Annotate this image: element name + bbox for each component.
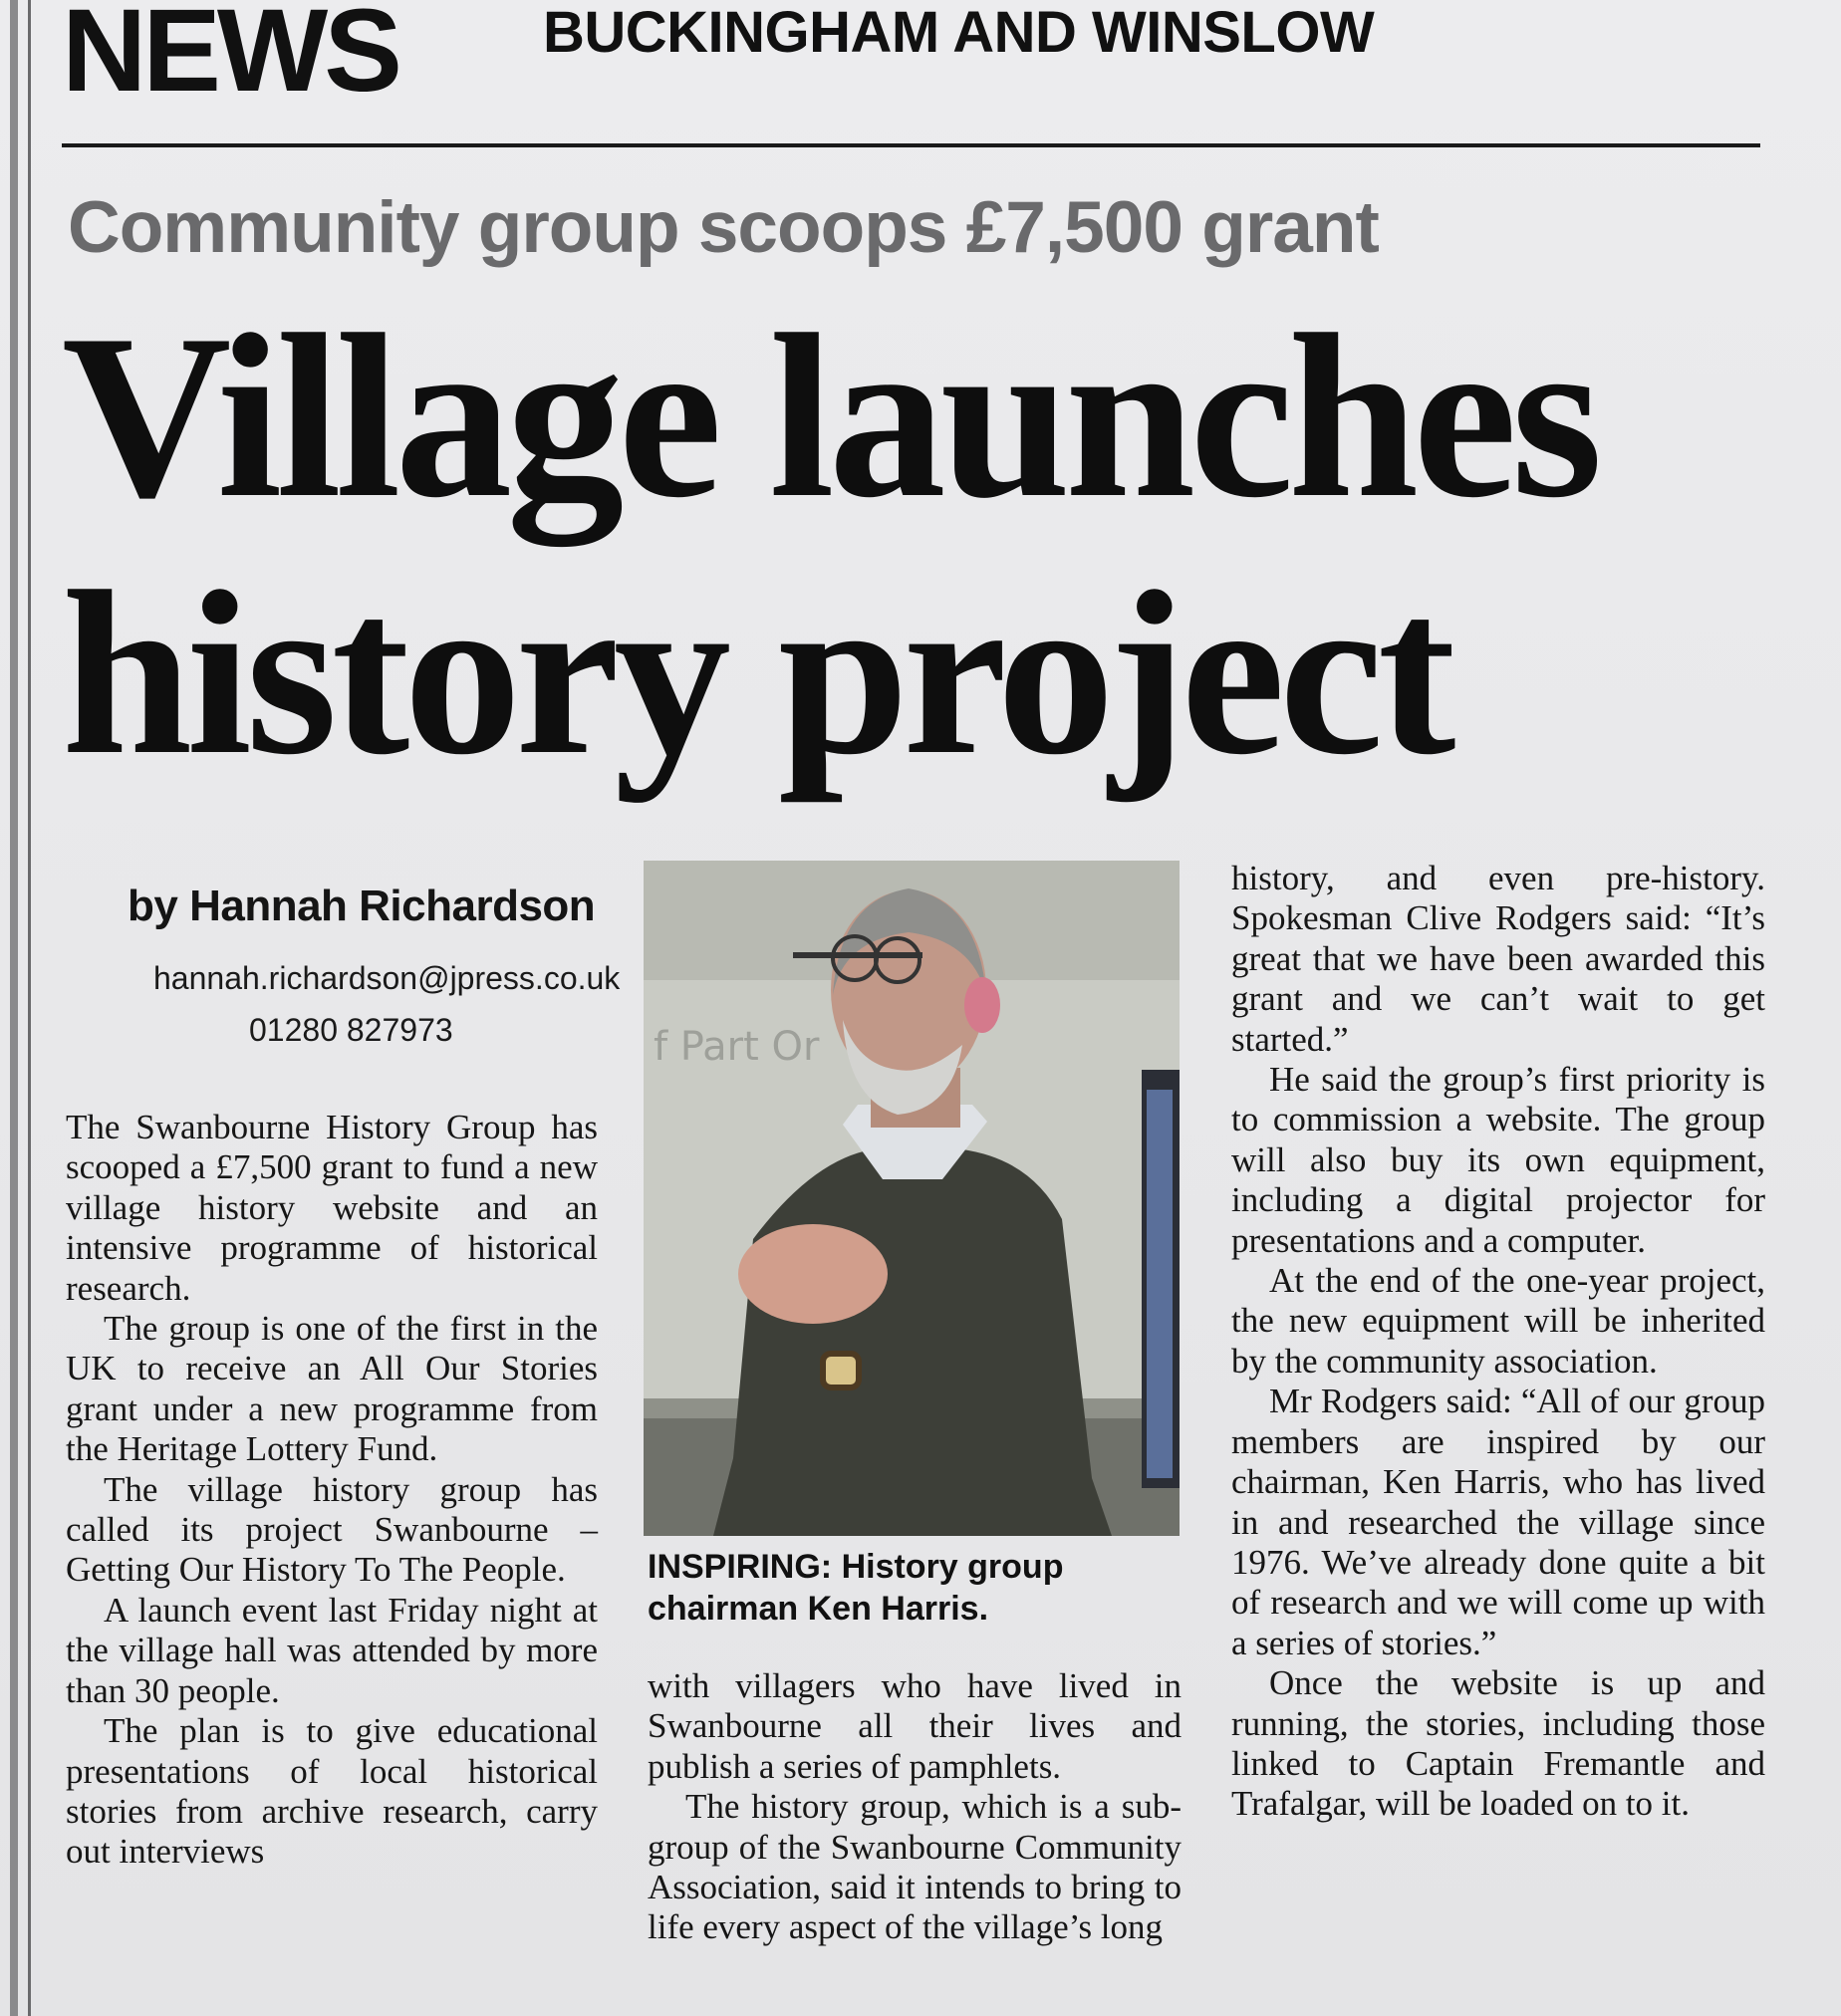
paragraph: The history group, which is a sub-group of the Swanbourne Community Association, said it intends to bring to life every aspect of the village’s long (648, 1787, 1182, 1947)
headline-line-1: Village launches (62, 287, 1597, 547)
article-column-3 (1231, 859, 1765, 1825)
byline-email: hannah.richardson@jpress.co.uk (153, 960, 621, 996)
byline-author: by Hannah Richardson (128, 882, 596, 930)
paragraph: Mr Rodgers said: “All of our group members are inspired by our chairman, Ken Harris, who has lived in and researched the village since 1976. We’ve already done quite a bit of research and we will come up with a series of stories.” (1231, 1382, 1765, 1662)
article-photo (644, 861, 1180, 1536)
paragraph: Once the website is up and running, the stories, including those linked to Captain Fremantle and Trafalgar, will be loaded on to it. (1231, 1663, 1765, 1824)
kicker: Community group scoops £7,500 grant (68, 187, 1379, 268)
byline-phone: 01280 827973 (249, 1012, 453, 1048)
photo-caption: INSPIRING: History group chairman Ken Harris. (648, 1548, 1064, 1628)
paragraph: The village history group has called its project Swanbourne – Getting Our History To The People. (66, 1469, 598, 1590)
headline-line-2: history project (62, 544, 1450, 804)
article-column-2 (648, 1666, 1182, 1948)
paragraph: The plan is to give educational presentations of local historical stories from archive research, carry out interviews (66, 1711, 598, 1872)
photo-background-text: f Part Or (654, 1024, 820, 1070)
region-label: BUCKINGHAM AND WINSLOW (543, 0, 1375, 65)
page-edge-rule (10, 0, 18, 2016)
paragraph: He said the group’s first priority is to commission a website. The group will also buy its own equipment, including a digital projector for presentations and a computer. (1231, 1060, 1765, 1260)
paragraph: The Swanbourne History Group has scooped a £7,500 grant to fund a new village history website and an intensive programme of historical research. (66, 1108, 598, 1308)
paragraph: The group is one of the first in the UK to receive an All Our Stories grant under a new programme from the Heritage Lottery Fund. (66, 1309, 598, 1469)
photo-man-speaking (644, 861, 1180, 1536)
paragraph: with villagers who have lived in Swanbourne all their lives and publish a series of pamphlets. (648, 1666, 1182, 1786)
section-label: NEWS (62, 0, 398, 117)
page-edge-rule-inner (28, 0, 31, 2016)
paragraph: history, and even pre-history. Spokesman Clive Rodgers said: “It’s great that we have been awarded this grant and we can’t wait to get started.” (1231, 859, 1765, 1059)
paragraph: At the end of the one-year project, the new equipment will be inherited by the community association. (1231, 1261, 1765, 1381)
headline (62, 289, 1815, 803)
header-rule (62, 143, 1760, 147)
paragraph: A launch event last Friday night at the village hall was attended by more than 30 people. (66, 1590, 598, 1710)
article-column-1 (66, 1108, 598, 1873)
